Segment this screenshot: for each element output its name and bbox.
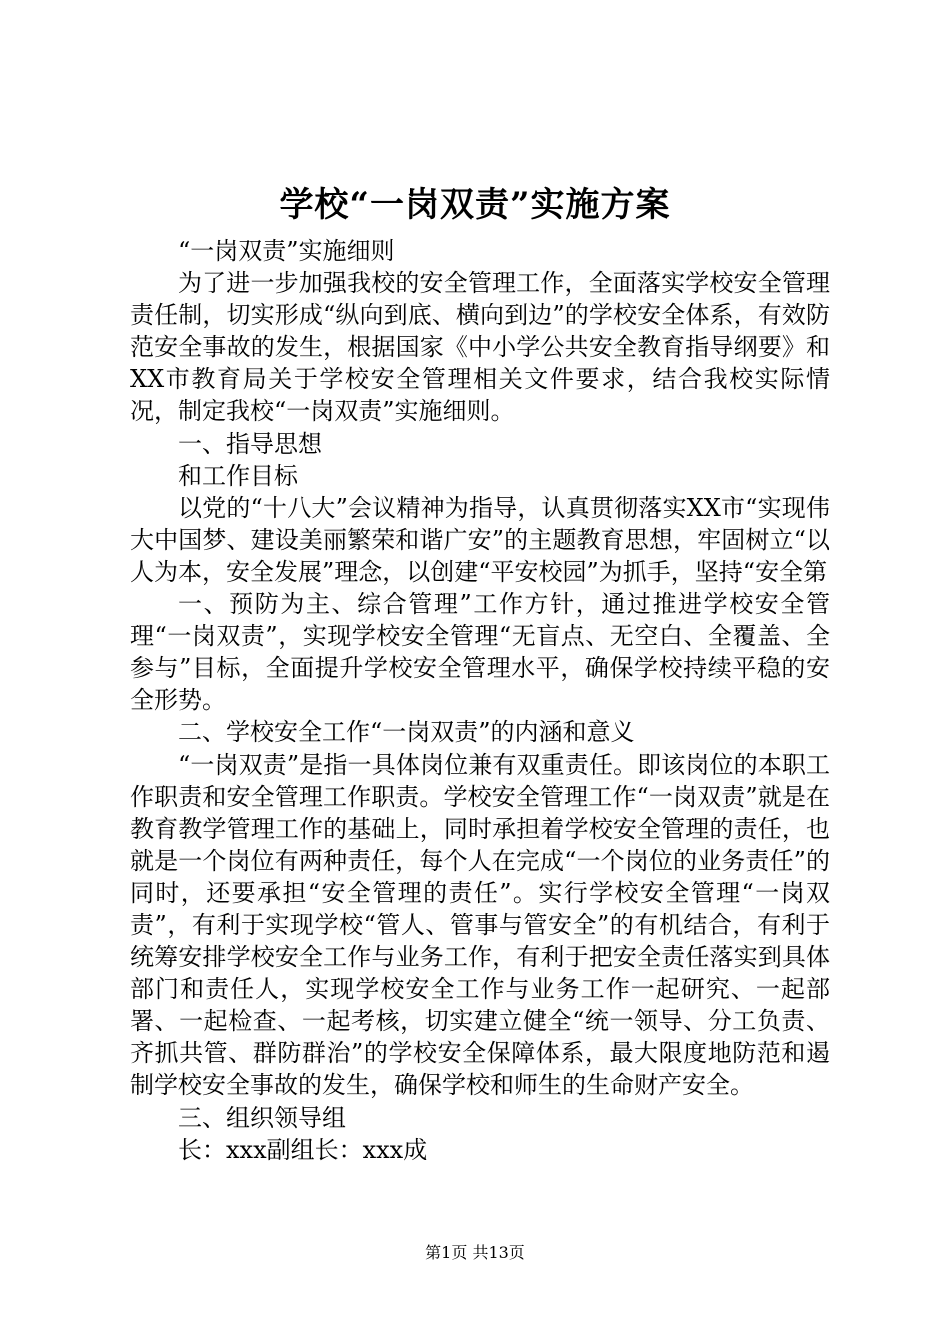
paragraph-guiding: 以党的“十八大”会议精神为指导，认真贯彻落实XX市“实现伟大中国梦、建设美丽繁荣和谐广安”的主题教育思想，牢固树立“以人为本，安全发展”理念，以创建“平安校园”为抓手，坚持“安全第 <box>130 493 830 586</box>
paragraph-meaning: “一岗双责”是指一具体岗位兼有双重责任。即该岗位的本职工作职责和安全管理工作职责。学校安全管理工作“一岗双责”就是在教育教学管理工作的基础上，同时承担着学校安全管理的责任，也就是一个岗位有两种责任，每个人在完成“一个岗位的业务责任”的同时，还要承担“安全管理的责任”。实行学校安全管理“一岗双责”，有利于实现学校“管人、管事与管安全”的有机结合，有利于统筹安排学校安全工作与业务工作，有利于把安全责任落实到具体部门和责任人，实现学校安全工作与业务工作一起研究、一起部署、一起检查、一起考核，切实建立健全“统一领导、分工负责、齐抓共管、群防群治”的学校安全保障体系，最大限度地防范和遏制学校安全事故的发生，确保学校和师生的生命财产安全。 <box>130 750 830 1100</box>
section-heading-2: 二、学校安全工作“一岗双责”的内涵和意义 <box>178 718 635 747</box>
paragraph-policy: 一、预防为主、综合管理”工作方针，通过推进学校安全管理“一岗双责”，实现学校安全管理“无盲点、无空白、全覆盖、全参与”目标，全面提升学校安全管理水平，确保学校持续平稳的安全形势。 <box>130 590 830 715</box>
section-heading-1: 一、指导思想 <box>178 429 322 458</box>
paragraph-intro: 为了进一步加强我校的安全管理工作，全面落实学校安全管理责任制，切实形成“纵向到底、横向到边”的学校安全体系，有效防范安全事故的发生，根据国家《中小学公共安全教育指导纲要》和XX市教育局关于学校安全管理相关文件要求，结合我校实际情况，制定我校“一岗双责”实施细则。 <box>130 269 830 426</box>
document-title: 学校“一岗双责”实施方案 <box>279 185 671 225</box>
document-body <box>130 235 830 1166</box>
paragraph-leaders: 长：xxx副组长：xxx成 <box>178 1135 428 1164</box>
paragraph-subtitle: “一岗双责”实施细则 <box>178 237 395 265</box>
section-heading-3: 三、组织领导组 <box>178 1103 346 1132</box>
section-heading-1-cont: 和工作目标 <box>178 461 298 490</box>
page-footer: 第1页 共13页 <box>425 1243 525 1262</box>
